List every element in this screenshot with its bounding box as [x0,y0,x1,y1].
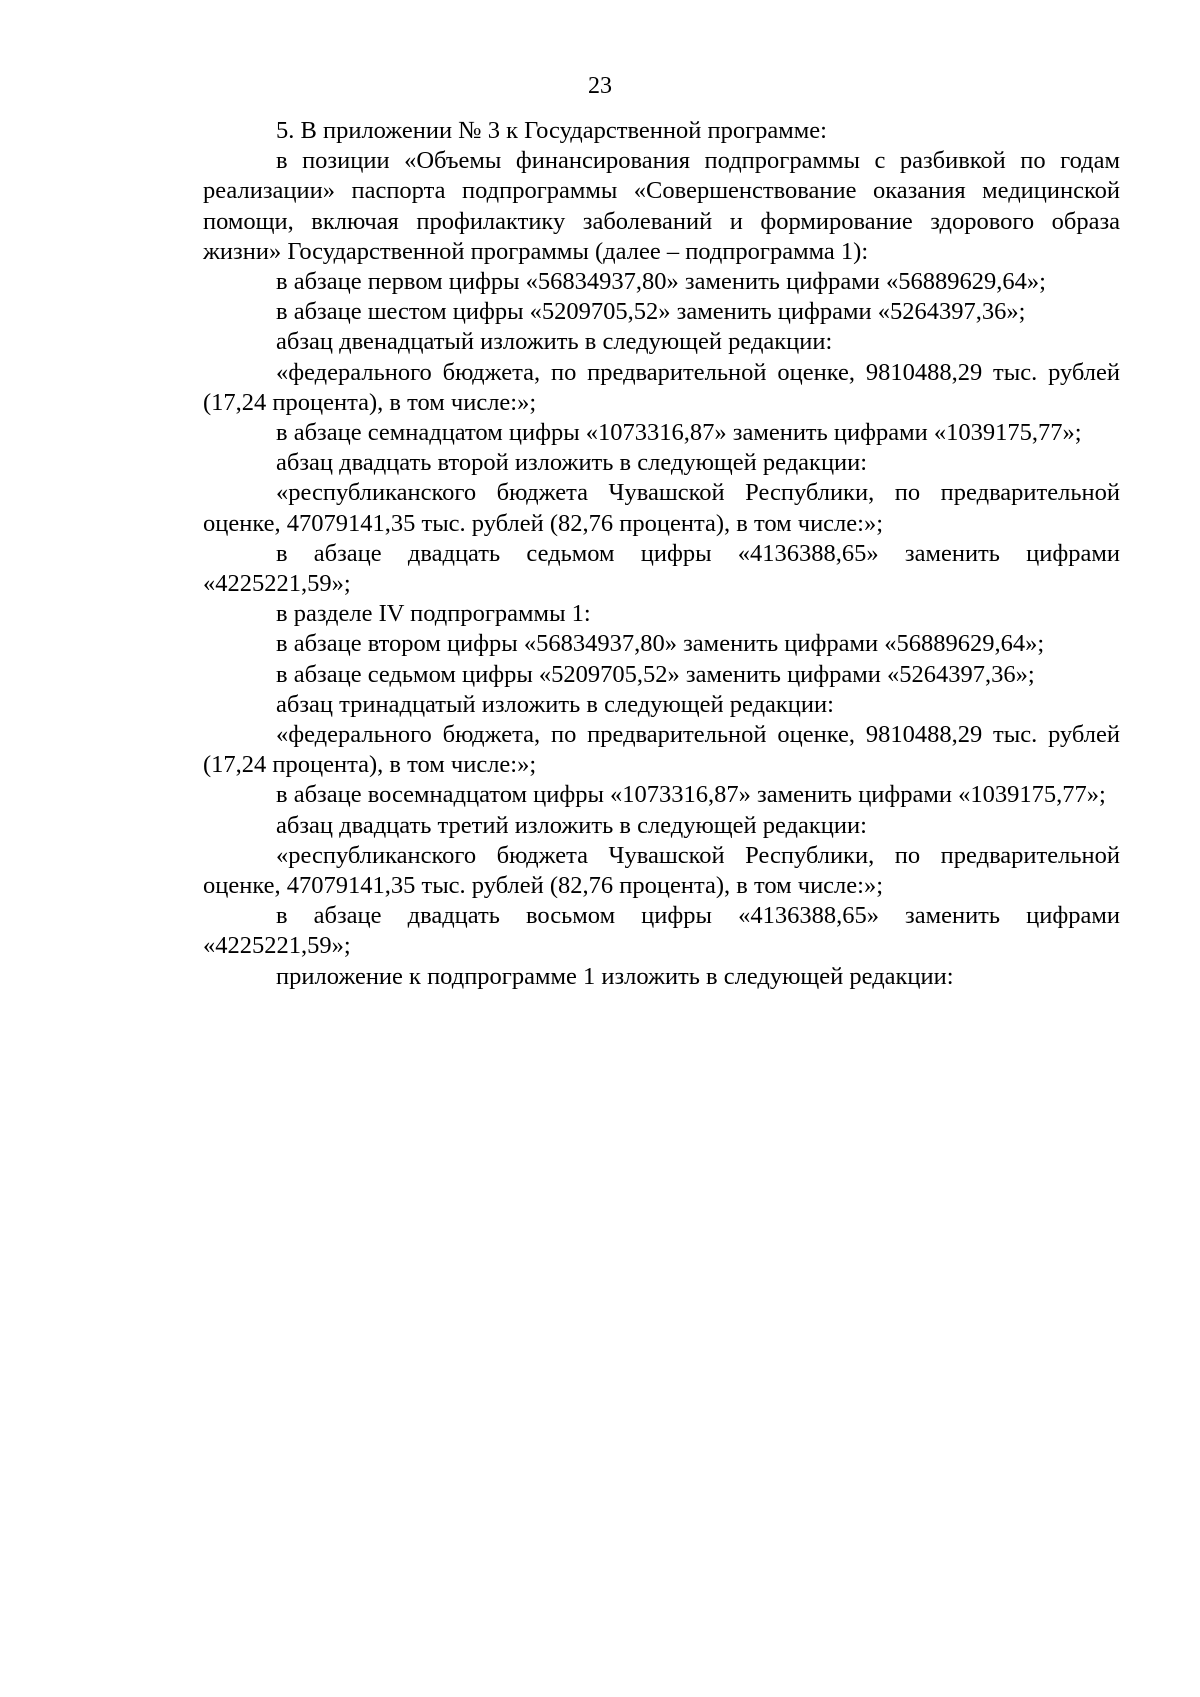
paragraph: в абзаце первом цифры «56834937,80» заменить цифрами «56889629,64»; [276,268,1046,296]
paragraph: в абзаце восемнадцатом цифры «1073316,87» заменить цифрами «1039175,77»; [276,781,1106,809]
paragraph: абзац двенадцатый изложить в следующей редакции: [276,328,833,356]
paragraph: «республиканского бюджета Чувашской Республики, по предварительной оценке, 47079141,35 тыс. рублей (82,76 процента), в том числе:»; [203,479,1120,537]
paragraph: в разделе IV подпрограммы 1: [276,600,591,628]
paragraph: в абзаце седьмом цифры «5209705,52» заменить цифрами «5264397,36»; [276,660,1035,688]
paragraph: в абзаце двадцать седьмом цифры «4136388,65» заменить цифрами «4225221,59»; [203,539,1120,598]
paragraph: «федерального бюджета, по предварительной оценке, 9810488,29 тыс. рублей (17,24 процента), в том числе:»; [203,721,1120,779]
paragraph: 5. В приложении № 3 к Государственной программе: [276,117,827,144]
paragraph: абзац двадцать третий изложить в следующей редакции: [276,811,867,839]
paragraph: «федерального бюджета, по предварительной оценке, 9810488,29 тыс. рублей (17,24 процента), в том числе:»; [203,358,1120,416]
paragraph: «республиканского бюджета Чувашской Республики, по предварительной оценке, 47079141,35 тыс. рублей (82,76 процента), в том числе:»; [203,841,1120,900]
paragraph: абзац двадцать второй изложить в следующей редакции: [276,449,868,477]
paragraph: приложение к подпрограмме 1 изложить в следующей редакции: [276,962,954,990]
paragraph: в абзаце двадцать восьмом цифры «4136388,65» заменить цифрами «4225221,59»; [203,902,1120,960]
paragraph: в абзаце шестом цифры «5209705,52» заменить цифрами «5264397,36»; [276,298,1026,326]
page-number: 23 [588,73,612,99]
paragraph: в абзаце семнадцатом цифры «1073316,87» заменить цифрами «1039175,77»; [276,419,1082,447]
paragraph: абзац тринадцатый изложить в следующей редакции: [276,690,834,718]
paragraph: в абзаце втором цифры «56834937,80» заменить цифрами «56889629,64»; [276,630,1045,658]
document-body [203,116,1120,992]
paragraph: в позиции «Объемы финансирования подпрограммы с разбивкой по годам реализации» паспорта подпрограммы «Совершенствование оказания медицинской помощи, включая профилактику заболеваний и формирование здорового образа жизни» Государственной программы (далее – подпрограмма 1): [203,147,1120,265]
